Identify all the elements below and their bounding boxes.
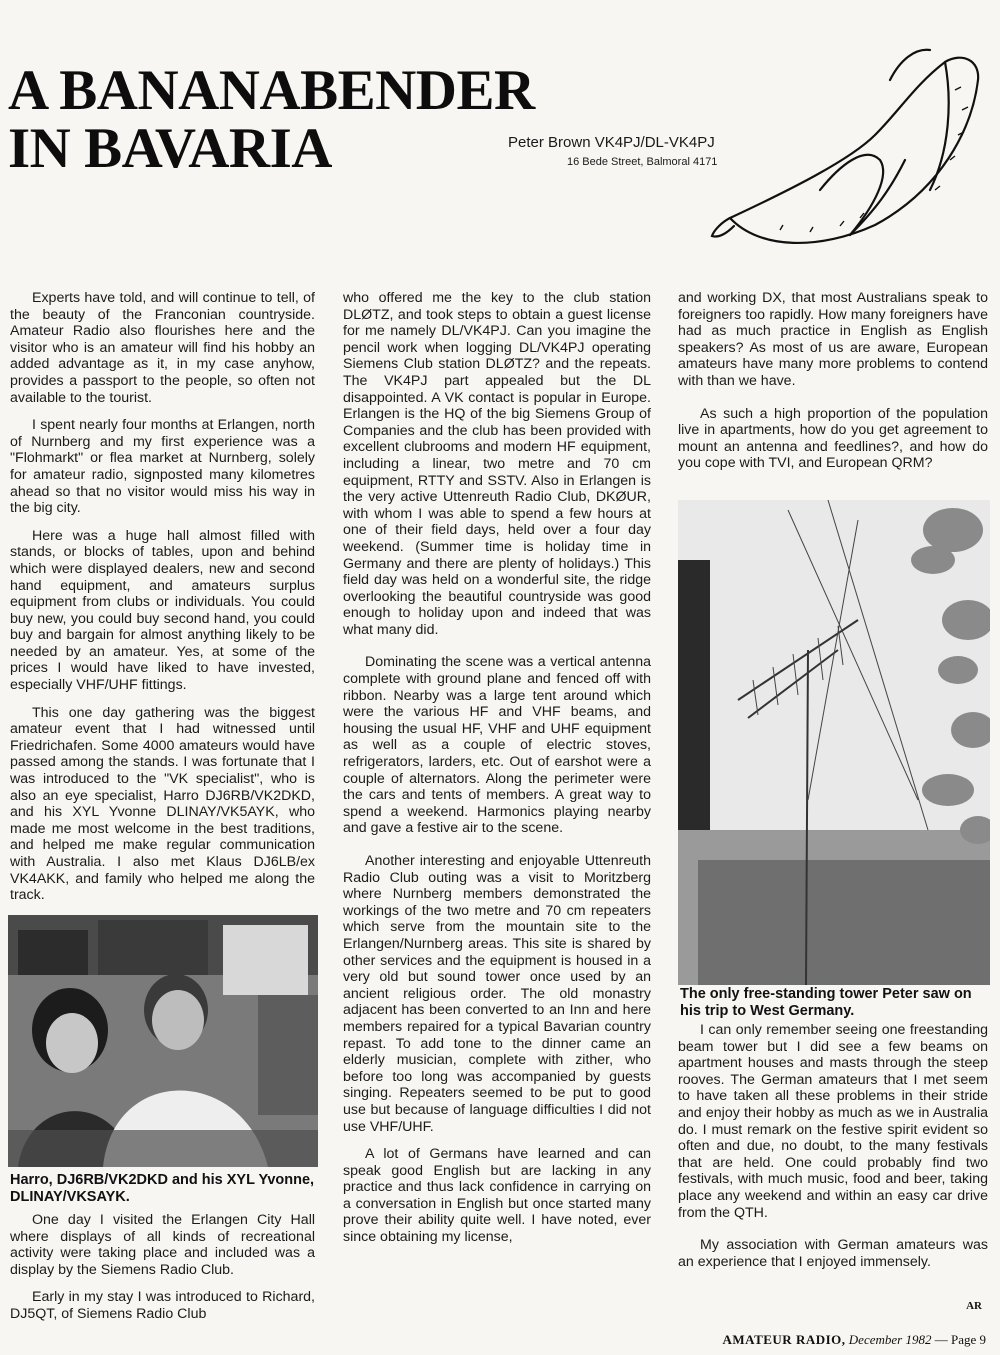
author-byline: Peter Brown VK4PJ/DL-VK4PJ: [508, 134, 715, 151]
issue-date: December 1982: [848, 1332, 932, 1347]
paragraph: Another interesting and enjoyable Uttenreuth Radio Club outing was a visit to Moritzberg where Nurnberg members demonstrated the workings of the two metre and 70 cm repeaters which serve from the mountain site to the Erlangen/Nurnberg areas. This site is shared by other services and the equipment is housed in a very old but sound tower once used by an ancient religious order. The old monastry adjacent has been converted to an Inn and here members repaired for a typical Bavarian country repast. To add tone to the dinner came an elderly musician, complete with zither, who before too long was accompanied by guests singing. Repeaters seemed to be put to good use but because of language difficulties I did not use VHF/UHF.: [343, 853, 651, 1135]
harro-yvonne-photo: [8, 915, 318, 1167]
end-mark: AR: [966, 1300, 982, 1312]
paragraph: My association with German amateurs was an experience that I enjoyed immensely.: [678, 1237, 988, 1270]
paragraph: Dominating the scene was a vertical antenna complete with ground plane and fenced off with ribbon. Nearby was a large tent around which were the various HF and VHF beams, and housing the usual HF, VHF and UHF equipment as well as a couple of electric stoves, refrigerators, larders, etc. Out of earshot were a couple of alternators. Along the perimeter were the cars and tents of members. A great way to spend a weekend. Harmonics playing nearby and gave a festive air to the scene.: [343, 654, 651, 837]
magazine-name: AMATEUR RADIO,: [722, 1332, 846, 1347]
photo-caption-1: Harro, DJ6RB/VK2DKD and his XYL Yvonne, DLINAY/VKSAYK.: [10, 1172, 315, 1205]
page-number: — Page 9: [934, 1332, 986, 1347]
author-address: 16 Bede Street, Balmoral 4171: [567, 156, 718, 168]
column-3-bottom: [678, 1022, 988, 1281]
paragraph: Early in my stay I was introduced to Richard, DJ5QT, of Siemens Radio Club: [10, 1289, 315, 1322]
paragraph: As such a high proportion of the population live in apartments, how do you get agreement to mount an antenna and feedlines?, and how do you cope with TVI, and European QRM?: [678, 405, 988, 472]
paragraph: This one day gathering was the biggest amateur event that I had witnessed until Friedrichafen. Some 4000 amateurs would have passed among the stands. I was fortunate that I was introduced to the "VK specialist", who is also an eye specialist, Harro DJ6RB/VK2DKD, and his XYL Yvonne DLINAY/VK5AYK, who made me most welcome in the best traditions, and helped me make regular communication with Australia. I also met Klaus DJ6LB/ex VK4AKK, and family who helped me along the track.: [10, 704, 315, 904]
paragraph: One day I visited the Erlangen City Hall where displays of all kinds of recreational activity were taking place and included was a display by the Siemens Radio Club.: [10, 1212, 315, 1278]
paragraph: A lot of Germans have learned and can speak good English but are lacking in any practice and thus lack confidence in carrying on a conversation in English but once started many prove their ability quite well. I have noted, ever since obtaining my license,: [343, 1146, 651, 1246]
paragraph: Here was a huge hall almost filled with stands, or blocks of tables, upon and behind which were displayed dealers, new and second hand equipment, and amateurs surplus equipment from clubs or individuals. You could buy new, you could buy second hand, you could buy and bargain for almost anything likely to be needed by an amateur. Yes, at some of the prices I would have liked to have invested, especially VHF/UHF fittings.: [10, 527, 315, 694]
paragraph: and working DX, that most Australians speak to foreigners too rapidly. How many foreigners have had as much practice in English as English speakers? As most of us are aware, European amateurs have many more problems to contend with than we have.: [678, 290, 988, 389]
title-line-2: IN BAVARIA: [8, 117, 332, 180]
banana-illustration: [700, 40, 990, 270]
tower-photo: [678, 500, 990, 985]
column-1: [10, 290, 315, 915]
paragraph: Experts have told, and will continue to tell, of the beauty of the Franconian countryside. Amateur Radio also flourishes here and the visitor who is an amateur will find his hobby an added advantage as it, in my case anyhow, provides a passport to the people, so often not available to the tourist.: [10, 290, 315, 406]
paragraph: I spent nearly four months at Erlangen, north of Nurnberg and my first experience was a "Flohmarkt" or flea market at Nurnberg, solely for amateur radio, signposted many kilometres ahead so that no visitor would miss his way in the big city.: [10, 417, 315, 517]
column-1-bottom: [10, 1212, 315, 1334]
column-3: [678, 290, 988, 483]
paragraph: who offered me the key to the club station DLØTZ, and took steps to obtain a guest license for me namely DL/VK4PJ. Can you imagine the pencil work when logging DL/VK4PJ operating Siemens Club station DLØTZ? and the repeats. The VK4PJ part appealed but the DL disappointed. A VK contact is popular in Europe. Erlangen is the HQ of the big Siemens Group of Companies and the club has been provided with excellent clubrooms and modern HF equipment, including a linear, two metre and 70 cm equipment, RTTY and SSTV. Also in Erlangen is the very active Uttenreuth Radio Club, DKØUR, with whom I was able to spend a few hours at one of their field days, held over a four day weekend. (Summer time is holiday time in Germany and there are plenty of holidays.) This field day was held on a wonderful site, the ridge overlooking the beautiful countryside was good enough to holiday upon and indeed that was what many did.: [343, 290, 651, 638]
page-footer: [723, 1332, 987, 1348]
paragraph: I can only remember seeing one freestanding beam tower but I did see a few beams on apartment houses and masts through the steep rooves. The German amateurs that I met seem to have taken all these problems in their stride and enjoy their hobby as much as we in Australia do. I must remark on the festive spirit evident so often and due, no doubt, to the many festivals that are held. One could probably find two festivals, with much music, food and beer, taking place any weekend and within an easy car drive from the QTH.: [678, 1022, 988, 1221]
photo-caption-2: The only free-standing tower Peter saw on his trip to West Germany.: [680, 986, 972, 1019]
column-2: [343, 290, 651, 1257]
title-line-1: A BANANABENDER: [8, 59, 535, 122]
article-title: [8, 59, 535, 180]
